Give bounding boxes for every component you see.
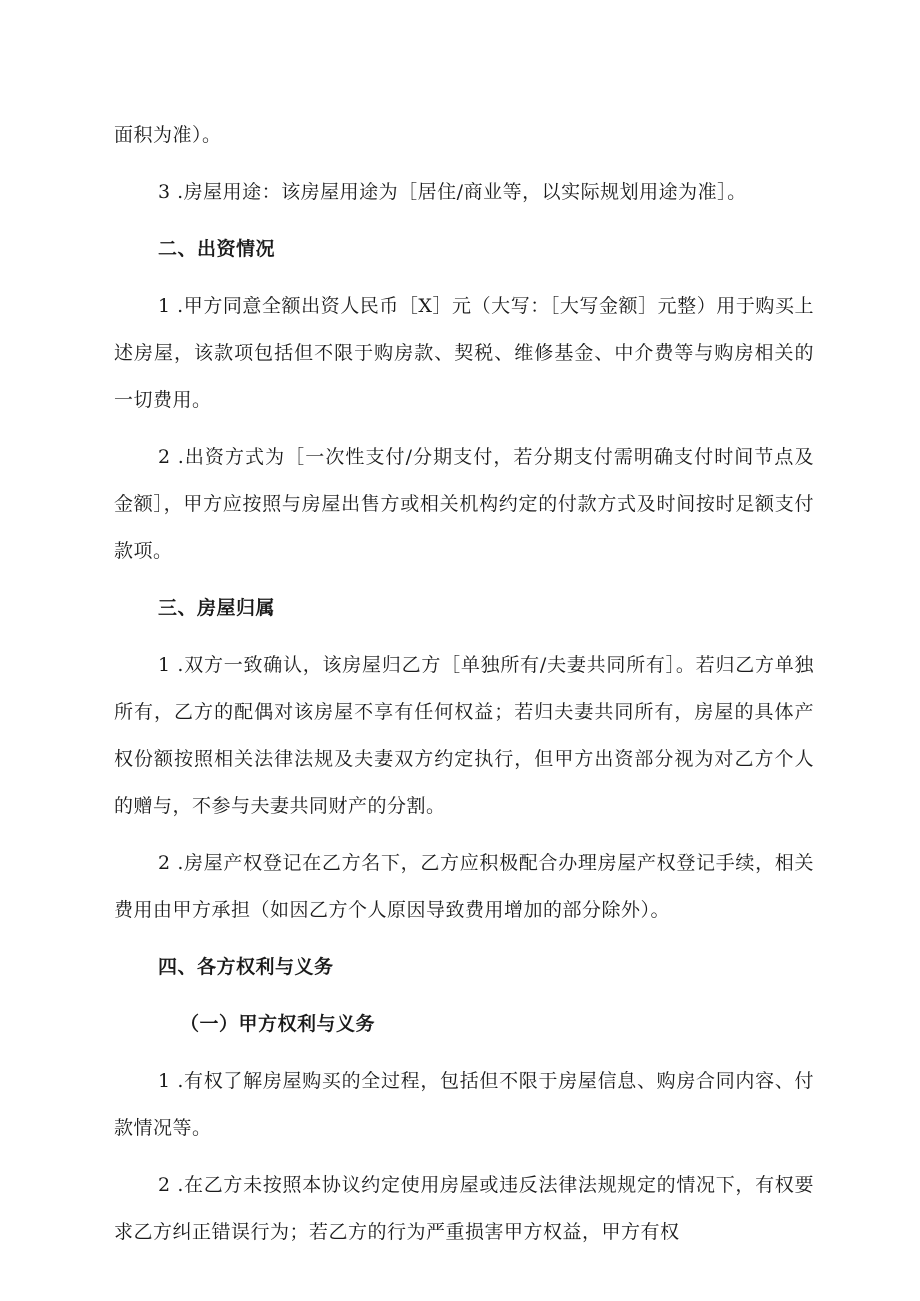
text-line: 3 .房屋用途：该房屋用途为［居住/商业等，以实际规划用途为准］。 — [158, 181, 747, 203]
text-line: 面积为准）。 — [114, 124, 222, 146]
paragraph-area-continuation — [114, 112, 814, 159]
section-heading-rights-obligations: 四、各方权利与义务 — [158, 956, 334, 978]
paragraph-right-to-correct: 2 .在乙方未按照本协议约定使用房屋或违反法律法规规定的情况下，有权要求乙方纠正错误行为；若乙方的行为严重损害甲方权益，甲方有权 — [114, 1174, 814, 1243]
paragraph-title-registration: 2 .房屋产权登记在乙方名下，乙方应积极配合办理房屋产权登记手续，相关费用由甲方承担（如因乙方个人原因导致费用增加的部分除外）。 — [114, 852, 814, 921]
subsection-heading-party-a: （一）甲方权利与义务 — [180, 1013, 376, 1035]
paragraph-funding-amount: 1 .甲方同意全额出资人民币［X］元（大写：［大写金额］元整）用于购买上述房屋，该款项包括但不限于购房款、契税、维修基金、中介费等与购房相关的一切费用。 — [114, 295, 814, 411]
paragraph-right-to-know: 1 .有权了解房屋购买的全过程，包括但不限于房屋信息、购房合同内容、付款情况等。 — [114, 1070, 814, 1139]
paragraph-ownership-confirmation: 1 .双方一致确认，该房屋归乙方［单独所有/夫妻共同所有］。若归乙方单独所有，乙方的配偶对该房屋不享有任何权益；若归夫妻共同所有，房屋的具体产权份额按照相关法律法规及夫妻双方约定执行，但甲方出资部分视为对乙方个人的赠与，不参与夫妻共同财产的分割。 — [114, 654, 814, 817]
section-heading-funding: 二、出资情况 — [158, 238, 276, 260]
paragraph-house-use — [114, 169, 814, 216]
section-heading-ownership: 三、房屋归属 — [158, 597, 276, 619]
paragraph-payment-method: 2 .出资方式为［一次性支付/分期支付，若分期支付需明确支付时间节点及金额］，甲方应按照与房屋出售方或相关机构约定的付款方式及时间按时足额支付款项。 — [114, 446, 814, 562]
document-body — [114, 112, 814, 1266]
